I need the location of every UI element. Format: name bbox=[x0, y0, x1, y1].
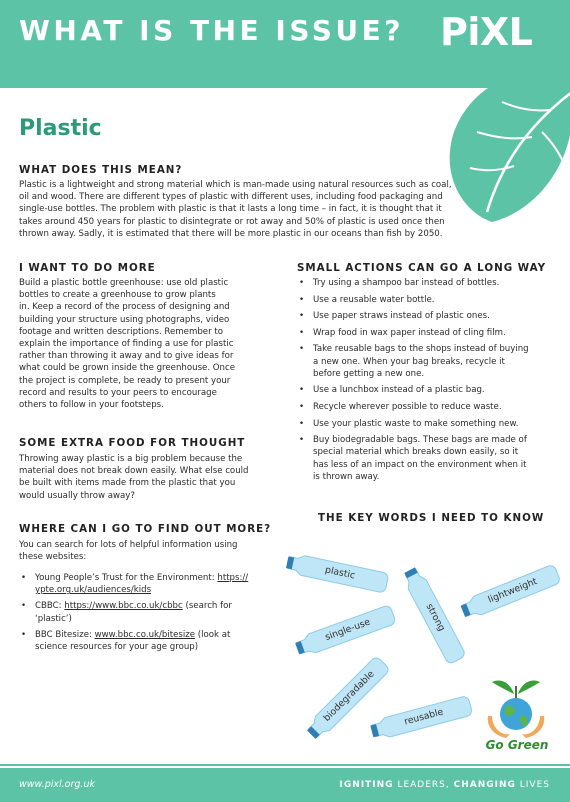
list-item: • BBC Bitesize: www.bbc.co.uk/bitesize (look at science resources for your age group) bbox=[19, 629, 281, 653]
bottle-single-use bbox=[291, 596, 401, 665]
ypte-link-cont[interactable]: ypte.org.uk/audiences/kids bbox=[35, 585, 152, 596]
extra-food-heading: SOME EXTRA FOOD FOR THOUGHT bbox=[19, 437, 246, 449]
key-words-heading: THE KEY WORDS I NEED TO KNOW bbox=[318, 512, 545, 524]
resource-list bbox=[19, 572, 281, 653]
list-item: • Young People’s Trust for the Environment: https:// ypte.org.uk/audiences/kids bbox=[19, 572, 281, 596]
bitesize-link[interactable]: www.bbc.co.uk/bitesize bbox=[94, 629, 196, 640]
list-item: • CBBC: https://www.bbc.co.uk/cbbc (search for ‘plastic’) bbox=[19, 600, 281, 624]
what-does-heading: WHAT DOES THIS MEAN? bbox=[19, 164, 183, 176]
header-title: WHAT IS THE ISSUE? bbox=[19, 14, 404, 47]
key-word: strong bbox=[423, 601, 448, 634]
list-item: • Use paper straws instead of plastic ones. bbox=[297, 310, 559, 322]
ypte-link[interactable]: https:// bbox=[217, 573, 249, 583]
bottle-reusable bbox=[367, 687, 477, 749]
want-more-text: Build a plastic bottle greenhouse: use old plastic bottles to create a greenhouse to grow plants in. Keep a record of the process of designing and building your structure using photographs, video footage and written descriptions. Remember to explain the importance of finding a use for plastic rather than throwing it away and to give ideas for what could be grown inside the greenhouse. Once the project is complete, be ready to present your record and results to your peers to encourage others to follow in your footsteps. bbox=[19, 278, 236, 411]
footer-divider bbox=[0, 764, 570, 766]
list-item: • Use a reusable water bottle. bbox=[297, 294, 559, 306]
list-item: • Wrap food in wax paper instead of cling film. bbox=[297, 327, 559, 339]
what-does-text: Plastic is a lightweight and strong material which is man-made using natural resources such as coal, oil and wood. There are different types of plastic with different uses, including food packaging and single-use bottles. The problem with plastic is that it lasts a long time – in fact, it is thought that it takes around 450 years for plastic to disintegrate or rot away and 50% of plastic is used once then thrown away. Sadly, it is estimated that there will be more plastic in our oceans than fish by 2050. bbox=[19, 180, 452, 239]
key-word: reusable bbox=[403, 706, 445, 728]
page-title: Plastic bbox=[19, 116, 102, 141]
list-item: • Use a lunchbox instead of a plastic bag. bbox=[297, 384, 559, 396]
bottle-lightweight bbox=[456, 556, 566, 628]
list-item: • Use your plastic waste to make something new. bbox=[297, 418, 559, 430]
pixl-logo: PiXL bbox=[440, 10, 533, 54]
small-actions-heading: SMALL ACTIONS CAN GO A LONG WAY bbox=[297, 262, 547, 274]
list-item: • Try using a shampoo bar instead of bottles. bbox=[297, 277, 559, 289]
find-out-heading: WHERE CAN I GO TO FIND OUT MORE? bbox=[19, 523, 272, 535]
cbbc-link[interactable]: https://www.bbc.co.uk/cbbc bbox=[64, 601, 183, 612]
want-more-heading: I WANT TO DO MORE bbox=[19, 262, 156, 274]
find-out-intro: You can search for lots of helpful information using these websites: bbox=[19, 540, 238, 563]
list-item: • Buy biodegradable bags. These bags are made of special material which breaks down easily, so it has less of an impact on the environment when it is thrown away. bbox=[297, 434, 559, 483]
list-item: • Take reusable bags to the shops instead of buying a new one. When your bag breaks, recycle it before getting a new one. bbox=[297, 343, 559, 380]
key-word: single-use bbox=[323, 616, 372, 644]
key-word: lightweight bbox=[486, 575, 539, 606]
key-word: biodegradable bbox=[321, 668, 377, 724]
list-item: • Recycle wherever possible to reduce waste. bbox=[297, 401, 559, 413]
go-green-label: Go Green bbox=[485, 738, 549, 752]
actions-list bbox=[297, 277, 559, 483]
key-word: plastic bbox=[324, 564, 357, 582]
extra-food-text: Throwing away plastic is a big problem because the material does not break down easily. What else could be built with items made from the plastic that you would usually throw away? bbox=[19, 454, 249, 501]
footer-tagline: IGNITING LEADERS, CHANGING LIVES bbox=[339, 780, 550, 790]
footer-url-link[interactable]: www.pixl.org.uk bbox=[19, 779, 95, 790]
bottle-plastic bbox=[283, 545, 392, 602]
bottle-strong bbox=[394, 562, 475, 671]
